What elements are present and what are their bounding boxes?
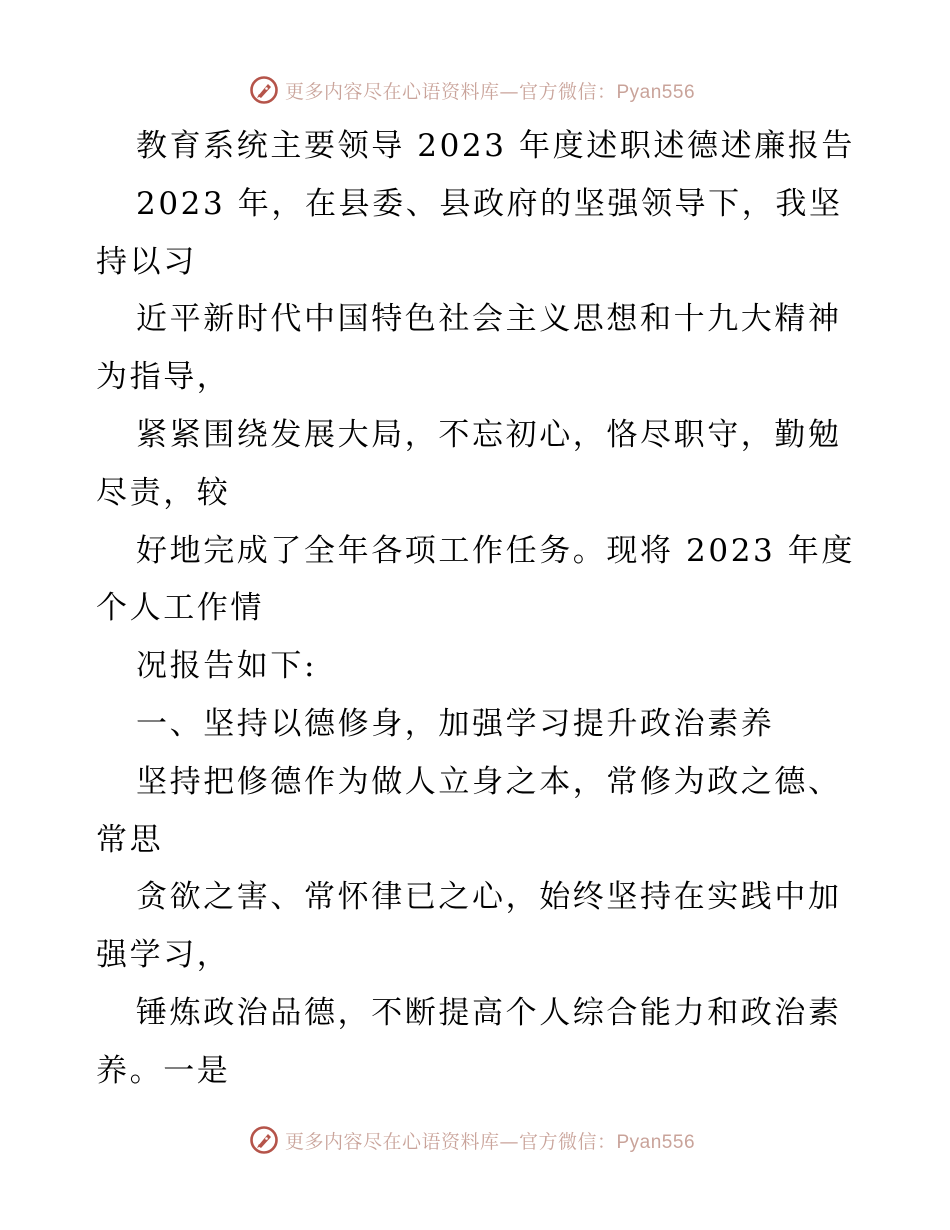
document-body <box>96 118 856 1101</box>
text-line: 常思 <box>96 821 164 858</box>
text-line: 持以习 <box>96 243 197 280</box>
text-line: 坚持把修德作为做人立身之本，常修为政之德、 <box>136 763 842 800</box>
watermark-text <box>285 1127 695 1154</box>
text-line: 锤炼政治品德，不断提高个人综合能力和政治素 <box>136 994 842 1031</box>
text-line: 尽责，较 <box>96 474 231 511</box>
text-line: 近平新时代中国特色社会主义思想和十九大精神 <box>136 301 842 338</box>
footer-watermark <box>0 1120 950 1160</box>
watermark-wechat-id: Pyan556 <box>616 1131 696 1153</box>
text-line: 个人工作情 <box>96 590 264 627</box>
watermark-group <box>249 75 695 105</box>
document-title: 教育系统主要领导 2023 年度述职述德述廉报告 <box>136 128 855 164</box>
text-line: 强学习， <box>96 937 231 974</box>
watermark-label: 更多内容尽在心语资料库—官方微信： <box>284 1130 617 1153</box>
header-watermark <box>0 70 950 110</box>
watermark-group <box>249 1125 695 1155</box>
section-heading: 一、坚持以德修身，加强学习提升政治素养 <box>136 705 775 742</box>
text-line: 贪欲之害、常怀律已之心，始终坚持在实践中加 <box>136 879 842 916</box>
watermark-text <box>285 77 695 104</box>
watermark-label: 更多内容尽在心语资料库—官方微信： <box>284 80 617 103</box>
text-line: 紧紧围绕发展大局，不忘初心，恪尽职守，勤勉 <box>136 416 842 453</box>
text-line: 好地完成了全年各项工作任务。现将 2023 年度 <box>136 532 855 569</box>
pen-nib-seal-icon <box>249 75 279 105</box>
text-line: 养。一是 <box>96 1052 231 1089</box>
pen-nib-seal-icon <box>249 1125 279 1155</box>
text-line: 况报告如下: <box>136 648 318 685</box>
text-line: 2023 年，在县委、县政府的坚强领导下，我坚 <box>136 185 843 222</box>
watermark-wechat-id: Pyan556 <box>616 81 696 103</box>
text-line: 为指导， <box>96 359 231 396</box>
